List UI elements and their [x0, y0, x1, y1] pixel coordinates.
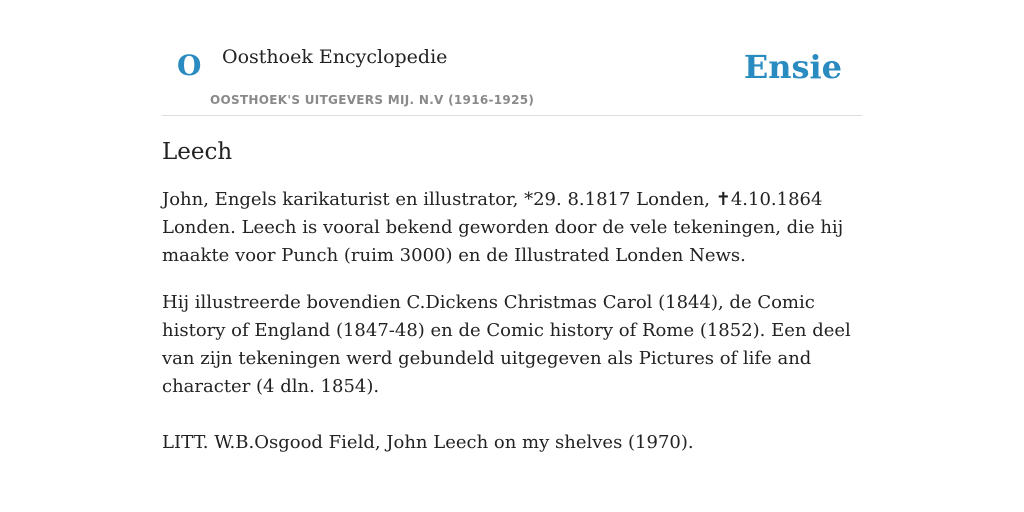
- encyclopedia-title[interactable]: Oosthoek Encyclopedie: [222, 46, 448, 68]
- logo-icon[interactable]: O: [177, 49, 202, 82]
- brand-logo[interactable]: Ensie: [743, 48, 842, 86]
- literature-reference: LITT. W.B.Osgood Field, John Leech on my shelves (1970).: [162, 431, 694, 453]
- publisher-subtitle: OOSTHOEK'S UITGEVERS MIJ. N.V (1916-1925): [210, 93, 535, 107]
- article-title: Leech: [162, 139, 233, 165]
- article-paragraph: John, Engels karikaturist en illustrator, *29. 8.1817 Londen, ✝4.10.1864 Londen. Leech is vooral bekend geworden door de vele tekeningen, die hij maakte voor Punch (ruim 3000) en de Illustrated Londen News.: [162, 188, 844, 266]
- article: [162, 138, 862, 457]
- article-paragraph: Hij illustreerde bovendien C.Dickens Christmas Carol (1844), de Comic history of England (1847-48) en de Comic history of Rome (1852). Een deel van zijn tekeningen werd gebundeld uitgegeven als Pictures of life and character (4 dln. 1854).: [162, 291, 851, 397]
- header: [162, 30, 862, 116]
